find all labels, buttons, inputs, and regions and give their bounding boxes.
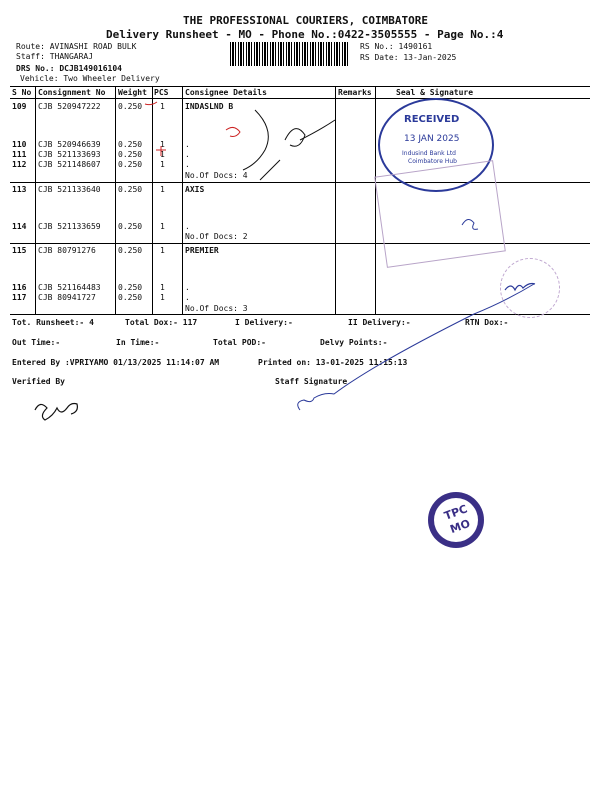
- route-text: Route: AVINASHI ROAD BULK: [16, 42, 137, 51]
- verified-signature: [35, 404, 77, 421]
- company-title: THE PROFESSIONAL COURIERS, COIMBATORE: [183, 14, 429, 27]
- row-consignee: PREMIER: [185, 246, 219, 255]
- row-sno: 116: [12, 283, 27, 292]
- docs-count: No.Of Docs: 3: [185, 304, 248, 313]
- rs-number: RS No.: 1490161: [360, 42, 433, 51]
- row-consignment: CJB 521133693: [38, 150, 101, 159]
- row-weight: 0.250: [118, 222, 143, 231]
- row-consignment: CJB 521133640: [38, 185, 101, 194]
- runsheet-subtitle: Delivery Runsheet - MO - Phone No.:0422-3505555 - Page No.:4: [106, 28, 504, 41]
- header-remarks: Remarks: [338, 88, 372, 97]
- red-mark: [145, 102, 157, 105]
- total-dox: Total Dox:- 117: [125, 318, 198, 327]
- faint-rect-stamp: [374, 160, 506, 268]
- row-weight: 0.250: [118, 150, 143, 159]
- i-delivery: I Delivery:-: [235, 318, 293, 327]
- red-mark: [226, 127, 240, 136]
- row-weight: 0.250: [118, 140, 143, 149]
- mo-text: MO: [448, 516, 472, 537]
- row-pcs: 1: [160, 293, 165, 302]
- out-time: Out Time:-: [12, 338, 61, 347]
- docs-count: No.Of Docs: 2: [185, 232, 248, 241]
- rtn-dox: RTN Dox:-: [465, 318, 509, 327]
- row-weight: 0.250: [118, 293, 143, 302]
- header-pcs: PCS: [154, 88, 169, 97]
- row-weight: 0.250: [118, 160, 143, 169]
- red-mark: [156, 146, 166, 156]
- entered-by: Entered By :VPRIYAMO 01/13/2025 11:14:07 AM: [12, 358, 220, 367]
- row-pcs: 1: [160, 150, 165, 159]
- header-seal: Seal & Signature: [396, 88, 474, 97]
- ii-delivery: II Delivery:-: [348, 318, 411, 327]
- row-sno: 109: [12, 102, 27, 111]
- header-weight: Weight: [118, 88, 147, 97]
- row-pcs: 1: [160, 185, 165, 194]
- row-sno: 110: [12, 140, 27, 149]
- row-consignee: INDASLND B: [185, 102, 234, 111]
- row-consignment: CJB 80791276: [38, 246, 96, 255]
- row-pcs: 1: [160, 246, 165, 255]
- row-consignee: .: [185, 160, 190, 169]
- in-time: In Time:-: [116, 338, 160, 347]
- staff-signature-label: Staff Signature: [275, 377, 348, 386]
- row-weight: 0.250: [118, 283, 143, 292]
- drs-number: DRS No.: DCJB149016104: [16, 64, 122, 73]
- tpc-mo-stamp: [428, 492, 484, 548]
- tpc-text: TPC: [442, 502, 470, 523]
- row-sno: 115: [12, 246, 27, 255]
- delvy-points: Delvy Points:-: [320, 338, 388, 347]
- staff-signature-stroke: [298, 284, 534, 410]
- tot-runsheet: Tot. Runsheet:- 4: [12, 318, 94, 327]
- row-sno: 112: [12, 160, 27, 169]
- row-weight: 0.250: [118, 102, 143, 111]
- stamp-date: 13 JAN 2025: [404, 134, 460, 144]
- row-weight: 0.250: [118, 246, 143, 255]
- header-consignee: Consignee Details: [185, 88, 267, 97]
- verified-by: Verified By: [12, 377, 65, 386]
- row-consignment: CJB 521133659: [38, 222, 101, 231]
- staff-text: Staff: THANGARAJ: [16, 52, 94, 61]
- row-consignment: CJB 80941727: [38, 293, 96, 302]
- row-consignee: .: [185, 140, 190, 149]
- vehicle-text: Vehicle: Two Wheeler Delivery: [20, 74, 160, 83]
- row-sno: 114: [12, 222, 27, 231]
- row-sno: 117: [12, 293, 27, 302]
- total-pod: Total POD:-: [213, 338, 266, 347]
- row-consignee: .: [185, 150, 190, 159]
- stamp-bank-line1: Indusind Bank Ltd: [402, 150, 456, 157]
- row-consignee: .: [185, 222, 190, 231]
- row-pcs: 1: [160, 222, 165, 231]
- row-consignment: CJB 520946639: [38, 140, 101, 149]
- rs-date: RS Date: 13-Jan-2025: [360, 53, 457, 62]
- row-pcs: 1: [160, 160, 165, 169]
- faint-round-stamp: [500, 258, 560, 318]
- row-pcs: 1: [160, 140, 165, 149]
- row-sno: 113: [12, 185, 27, 194]
- docs-count: No.Of Docs: 4: [185, 171, 248, 180]
- row-consignment: CJB 521164483: [38, 283, 101, 292]
- header-consignment: Consignment No: [38, 88, 106, 97]
- row-consignee: .: [185, 283, 190, 292]
- row-consignment: CJB 520947222: [38, 102, 101, 111]
- row-pcs: 1: [160, 102, 165, 111]
- row-consignee: AXIS: [185, 185, 205, 194]
- header-sno: S No: [12, 88, 32, 97]
- stamp-received-word: RECEIVED: [404, 114, 460, 125]
- row-consignment: CJB 521148607: [38, 160, 101, 169]
- signature-stroke: [243, 110, 335, 180]
- stamp-bank-line2: Coimbatore Hub: [408, 158, 457, 165]
- row-sno: 111: [12, 150, 27, 159]
- row-pcs: 1: [160, 283, 165, 292]
- printed-on: Printed on: 13-01-2025 11:15:13: [258, 358, 408, 367]
- row-consignee: .: [185, 293, 190, 302]
- row-weight: 0.250: [118, 185, 143, 194]
